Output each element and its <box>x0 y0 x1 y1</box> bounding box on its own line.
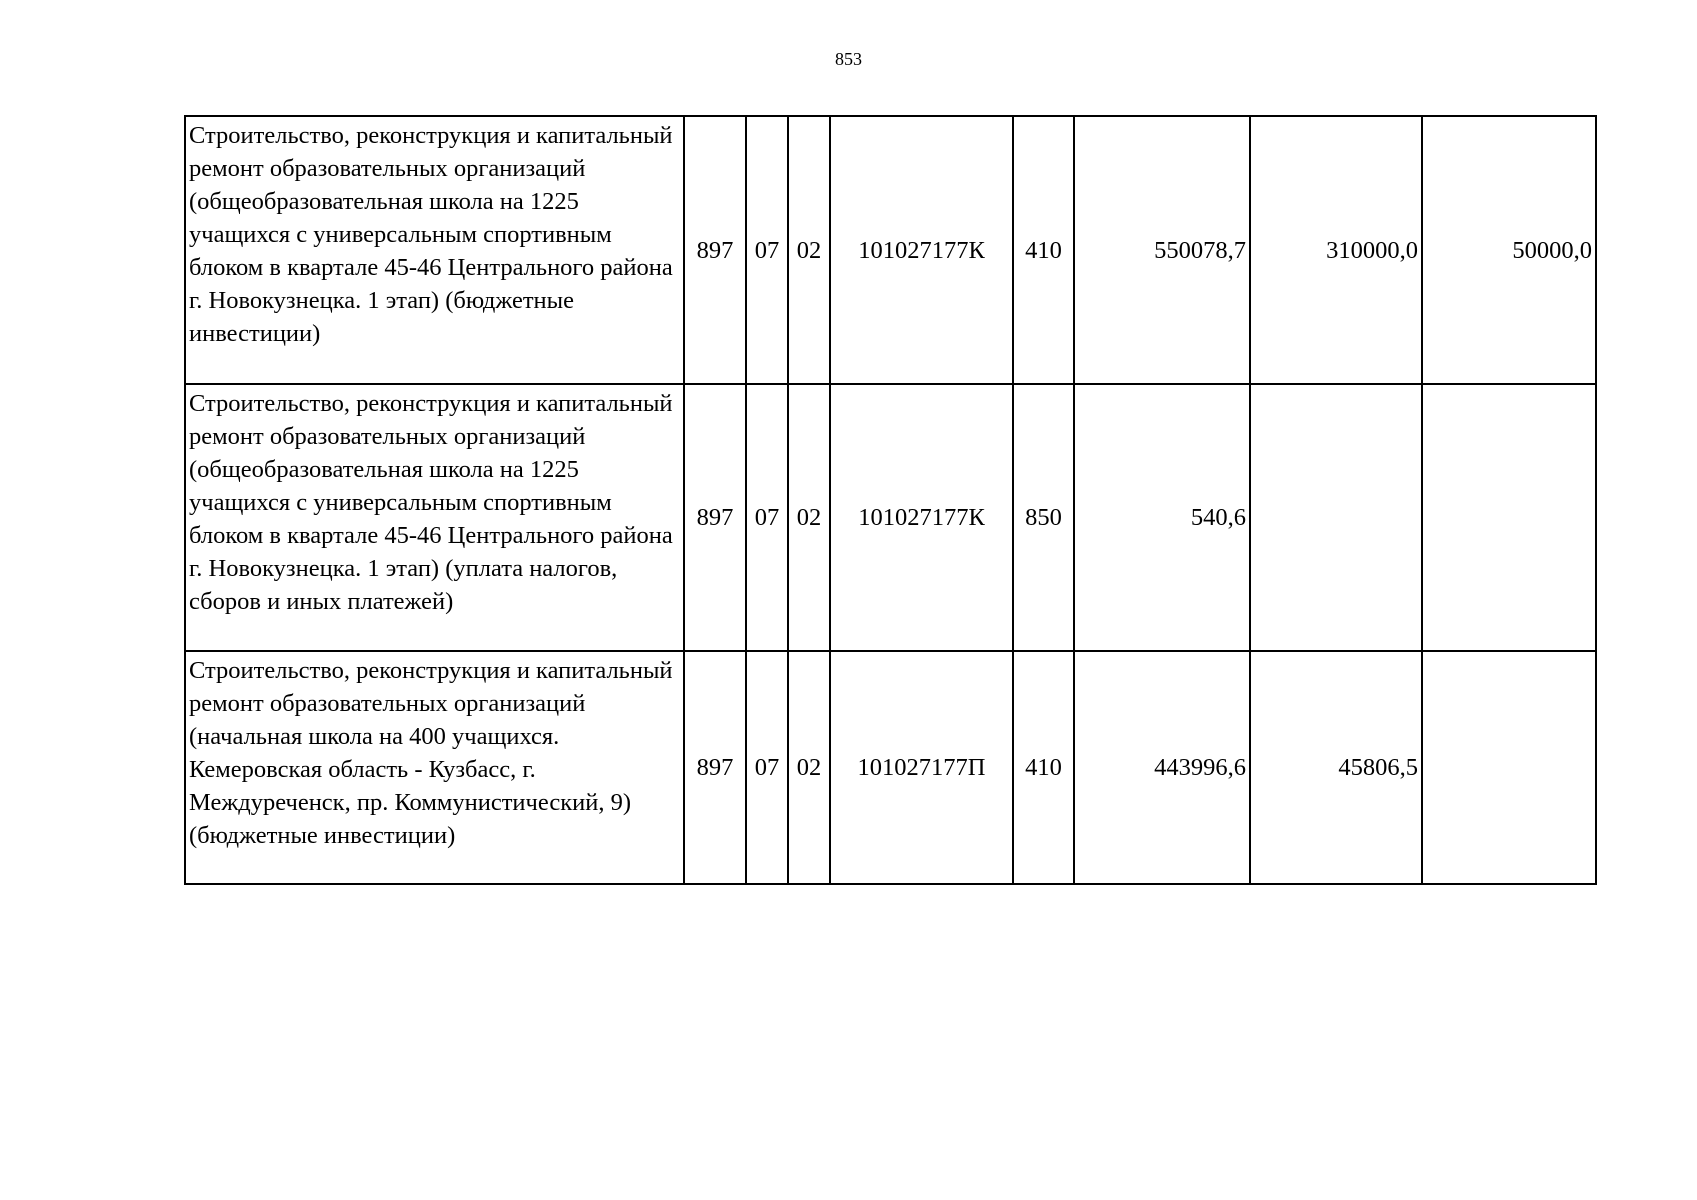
target-article-code: 101027177П <box>830 651 1013 884</box>
target-article-code: 101027177К <box>830 384 1013 651</box>
amount-1-cell: 443996,6 <box>1074 651 1250 884</box>
expense-type-code: 850 <box>1013 384 1074 651</box>
table-row <box>185 116 1596 384</box>
ministry-code: 897 <box>684 384 746 651</box>
table-row <box>185 651 1596 884</box>
subsection-code: 02 <box>788 116 830 384</box>
row-description: Строительство, реконструкция и капитальный ремонт образовательных организаций (общеобразовательная школа на 1225 учащихся с универсальным спортивным блоком в квартале 45-46 Центрального района г. Новокузнецка. 1 этап) (бюджетные инвестиции) <box>185 116 684 384</box>
ministry-code: 897 <box>684 116 746 384</box>
amount-3-cell: 50000,0 <box>1422 116 1596 384</box>
section-code: 07 <box>746 116 788 384</box>
ministry-code: 897 <box>684 651 746 884</box>
expense-type-code: 410 <box>1013 116 1074 384</box>
row-description: Строительство, реконструкция и капитальный ремонт образовательных организаций (начальная школа на 400 учащихся. Кемеровская область - Кузбасс, г. Междуреченск, пр. Коммунистический, 9) (бюджетные инвестиции) <box>185 651 684 884</box>
row-description: Строительство, реконструкция и капитальный ремонт образовательных организаций (общеобразовательная школа на 1225 учащихся с универсальным спортивным блоком в квартале 45-46 Центрального района г. Новокузнецка. 1 этап) (уплата налогов, сборов и иных платежей) <box>185 384 684 651</box>
subsection-code: 02 <box>788 384 830 651</box>
section-code: 07 <box>746 651 788 884</box>
table-row <box>185 384 1596 651</box>
amount-2-cell: 310000,0 <box>1250 116 1422 384</box>
section-code: 07 <box>746 384 788 651</box>
amount-1-cell: 550078,7 <box>1074 116 1250 384</box>
amount-2-cell: 45806,5 <box>1250 651 1422 884</box>
budget-table <box>184 115 1597 885</box>
amount-1-cell: 540,6 <box>1074 384 1250 651</box>
page-number: 853 <box>835 49 862 69</box>
subsection-code: 02 <box>788 651 830 884</box>
amount-3-cell <box>1422 651 1596 884</box>
amount-2-cell <box>1250 384 1422 651</box>
amount-3-cell <box>1422 384 1596 651</box>
expense-type-code: 410 <box>1013 651 1074 884</box>
target-article-code: 101027177К <box>830 116 1013 384</box>
